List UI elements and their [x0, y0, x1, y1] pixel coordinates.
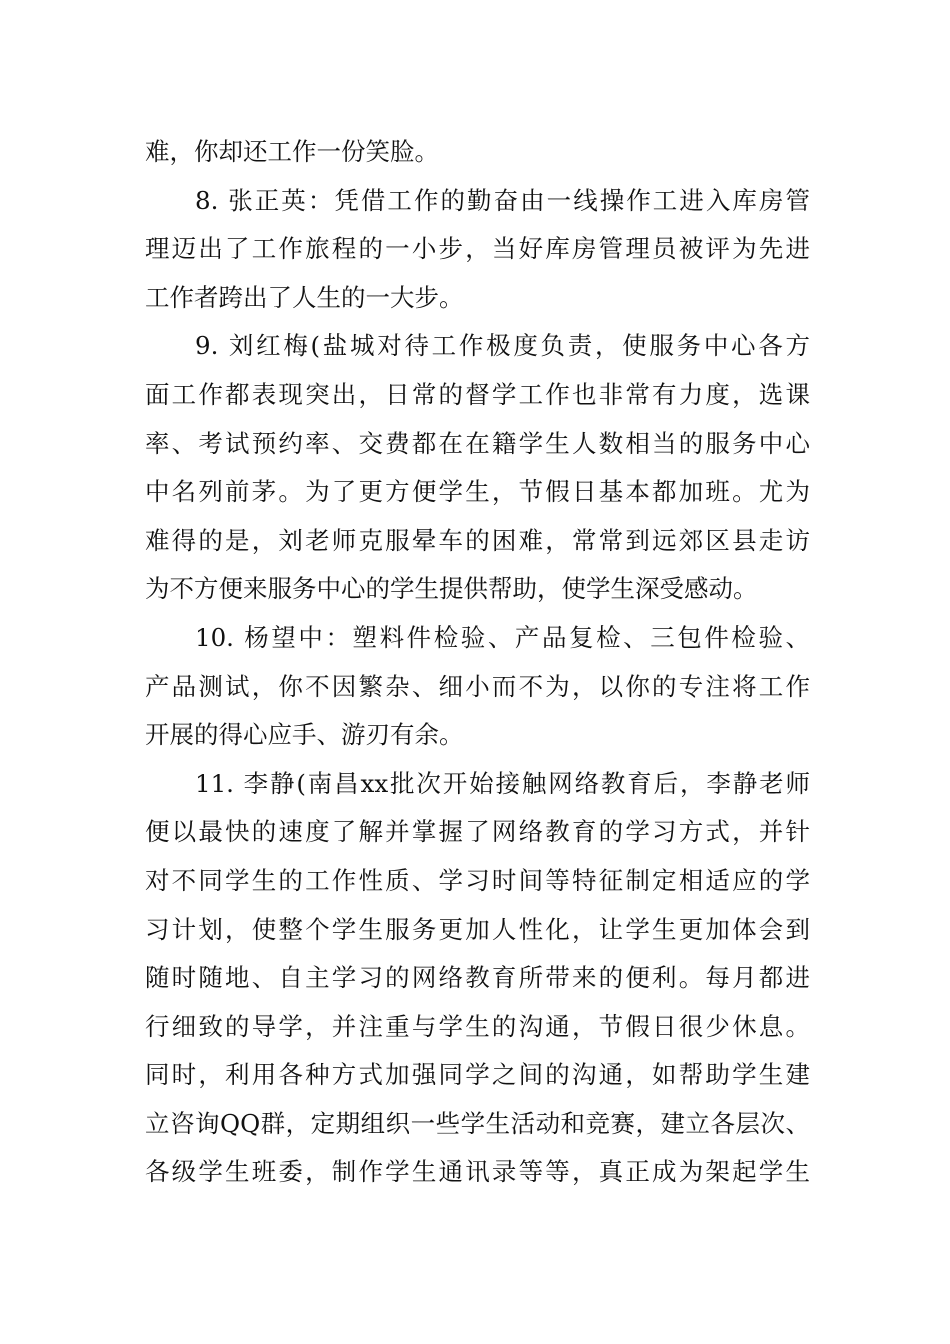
text-line: 各级学生班委，制作学生通讯录等等，真正成为架起学生: [145, 1157, 810, 1187]
text-line: 对不同学生的工作性质、学习时间等特征制定相适应的学: [145, 865, 810, 895]
text-line: 中名列前茅。为了更方便学生，节假日基本都加班。尤为: [145, 477, 810, 507]
text-line: 面工作都表现突出，日常的督学工作也非常有力度，选课: [145, 379, 810, 409]
text-line: 随时随地、自主学习的网络教育所带来的便利。每月都进: [145, 963, 810, 993]
text-line: 9. 刘红梅(盐城对待工作极度负责，使服务中心各方: [195, 331, 810, 361]
text-line: 便以最快的速度了解并掌握了网络教育的学习方式，并针: [145, 817, 810, 847]
text-line: 工作者跨出了人生的一大步。: [145, 282, 464, 312]
text-line: 同时，利用各种方式加强同学之间的沟通，如帮助学生建: [145, 1060, 810, 1090]
document-body-text: [145, 128, 810, 1197]
text-line: 产品测试，你不因繁杂、细小而不为，以你的专注将工作: [145, 671, 810, 701]
text-line: 立咨询QQ群，定期组织一些学生活动和竞赛，建立各层次、: [145, 1108, 810, 1138]
text-line: 为不方便来服务中心的学生提供帮助，使学生深受感动。: [145, 574, 758, 604]
text-line: 习计划，使整个学生服务更加人性化，让学生更加体会到: [145, 914, 810, 944]
text-line: 理迈出了工作旅程的一小步，当好库房管理员被评为先进: [145, 234, 810, 264]
text-line: 8. 张正英：凭借工作的勤奋由一线操作工进入库房管: [195, 185, 810, 215]
text-line: 10. 杨望中：塑料件检验、产品复检、三包件检验、: [195, 622, 810, 652]
text-line: 开展的得心应手、游刃有余。: [145, 720, 464, 750]
text-line: 难，你却还工作一份笑脸。: [145, 137, 439, 166]
text-line: 难得的是，刘老师克服晕车的困难，常常到远郊区县走访: [145, 525, 810, 555]
text-line: 11. 李静(南昌xx批次开始接触网络教育后，李静老师: [195, 768, 810, 798]
text-line: 率、考试预约率、交费都在在籍学生人数相当的服务中心: [145, 428, 810, 458]
text-line: 行细致的导学，并注重与学生的沟通，节假日很少休息。: [145, 1011, 810, 1041]
